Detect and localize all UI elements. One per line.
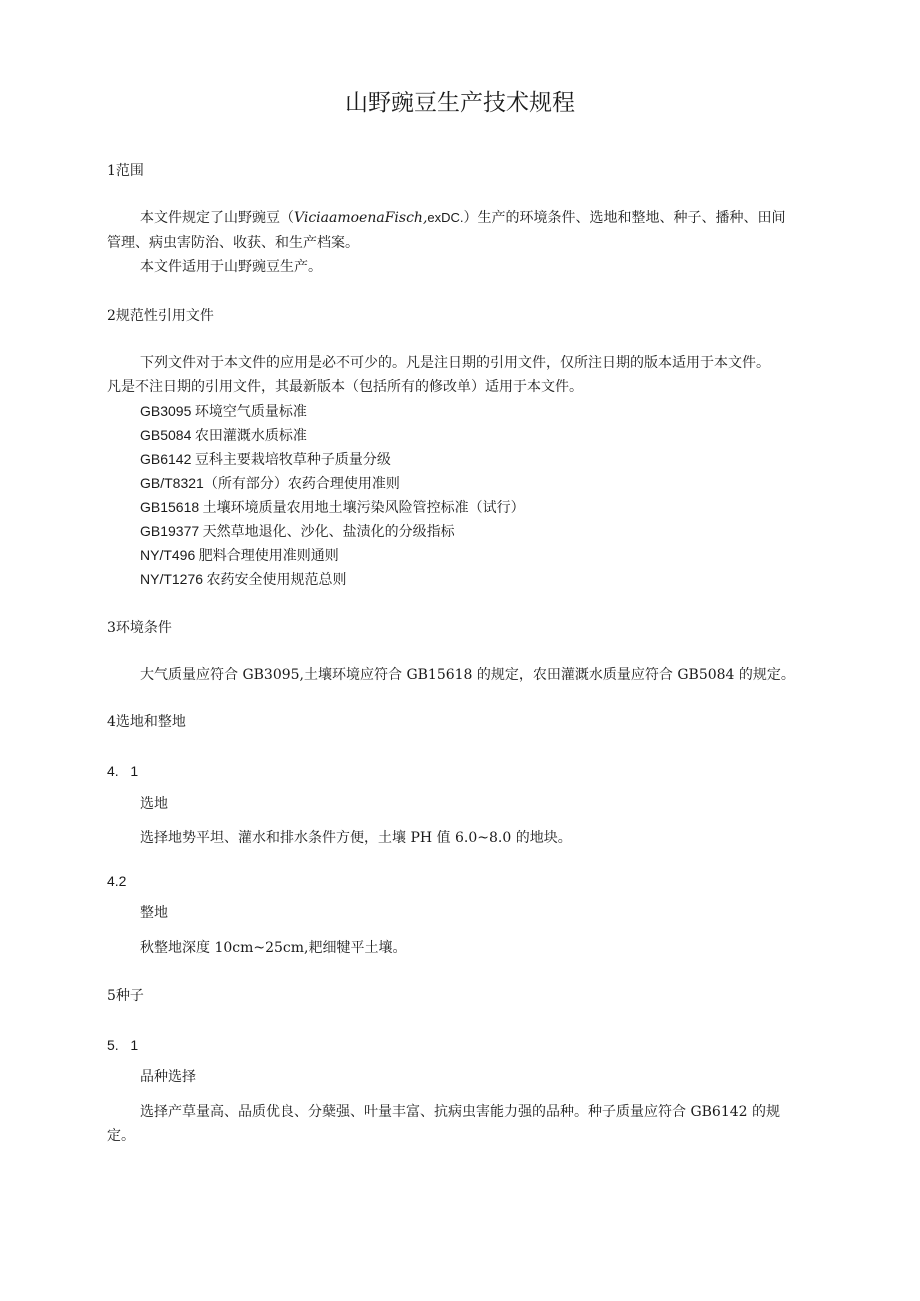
reference-item xyxy=(140,546,339,566)
section-5-heading: 5种子 xyxy=(107,988,144,1004)
section-2-paragraph-line-2: 凡是不注日期的引用文件，其最新版本（包括所有的修改单）适用于本文件。 xyxy=(107,379,583,395)
reference-code: NY/T1276 xyxy=(140,571,204,587)
section-1-heading: 1范围 xyxy=(107,163,144,179)
reference-item xyxy=(140,522,455,542)
reference-code: GB5084 xyxy=(140,427,192,443)
reference-code: GB19377 xyxy=(140,523,200,539)
reference-title: 农药安全使用规范总则 xyxy=(206,572,347,588)
subsection-5-1-title: 品种选择 xyxy=(140,1069,196,1085)
reference-code: GB15618 xyxy=(140,499,200,515)
subsection-5-1-text-line-1: 选择产草量高、品质优良、分蘖强、叶量丰富、抗病虫害能力强的品种。种子质量应符合 GB6142 的规 xyxy=(140,1104,780,1120)
reference-item xyxy=(140,450,391,470)
reference-item xyxy=(140,498,525,518)
subsection-5-1-text-line-2: 定。 xyxy=(107,1128,135,1144)
section-1-p1-start: 本文件规定了山野豌豆（ xyxy=(140,210,294,226)
subsection-4-2-title: 整地 xyxy=(140,905,168,921)
reference-item xyxy=(140,570,347,590)
reference-item xyxy=(140,426,307,446)
section-1-paragraph-1 xyxy=(140,209,786,227)
reference-title: 土壤环境质量农用地土壤污染风险管控标准（试行） xyxy=(202,500,525,516)
latin-name: ViciaamoenaFisch, xyxy=(294,210,428,226)
reference-code: GB3095 xyxy=(140,403,192,419)
reference-item xyxy=(140,402,307,422)
document-title: 山野豌豆生产技术规程 xyxy=(345,90,575,116)
reference-title: 豆科主要栽培牧草种子质量分级 xyxy=(194,452,391,468)
subsection-4-1-title: 选地 xyxy=(140,796,168,812)
section-3-paragraph: 大气质量应符合 GB3095,土壤环境应符合 GB15618 的规定，农田灌溉水质量应符合 GB5084 的规定。 xyxy=(140,667,795,683)
reference-title: 肥料合理使用准则通则 xyxy=(198,548,339,564)
section-1-p1-end: ）生产的环境条件、选地和整地、种子、播种、田间 xyxy=(463,210,786,226)
subsection-4-2-number: 4.2 xyxy=(107,873,127,889)
reference-title: 环境空气质量标准 xyxy=(194,404,307,420)
section-2-heading: 2规范性引用文件 xyxy=(107,308,214,324)
section-2-paragraph-line-1: 下列文件对于本文件的应用是必不可少的。凡是注日期的引用文件，仅所注日期的版本适用于本文件。 xyxy=(140,355,770,371)
reference-code: NY/T496 xyxy=(140,547,196,563)
section-4-heading: 4选地和整地 xyxy=(107,714,186,730)
reference-title: 天然草地退化、沙化、盐渍化的分级指标 xyxy=(202,524,455,540)
reference-title: （所有部分）农药合理使用准则 xyxy=(203,476,400,492)
subsection-5-1-number: 5. 1 xyxy=(107,1037,139,1053)
reference-item xyxy=(140,474,400,494)
section-1-paragraph-1-line-2: 管理、病虫害防治、收获、和生产档案。 xyxy=(107,235,359,251)
reference-title: 农田灌溉水质标准 xyxy=(194,428,307,444)
subsection-4-1-text: 选择地势平坦、灌水和排水条件方便，土壤 PH 值 6.0~8.0 的地块。 xyxy=(140,830,572,846)
latin-author: exDC. xyxy=(427,210,464,225)
subsection-4-2-text: 秋整地深度 10cm~25cm,耙细犍平土壤。 xyxy=(140,940,407,956)
subsection-4-1-number: 4. 1 xyxy=(107,763,139,779)
reference-code: GB6142 xyxy=(140,451,192,467)
section-1-paragraph-2: 本文件适用于山野豌豆生产。 xyxy=(140,259,322,275)
reference-code: GB/T8321 xyxy=(140,475,204,491)
section-3-heading: 3环境条件 xyxy=(107,620,172,636)
